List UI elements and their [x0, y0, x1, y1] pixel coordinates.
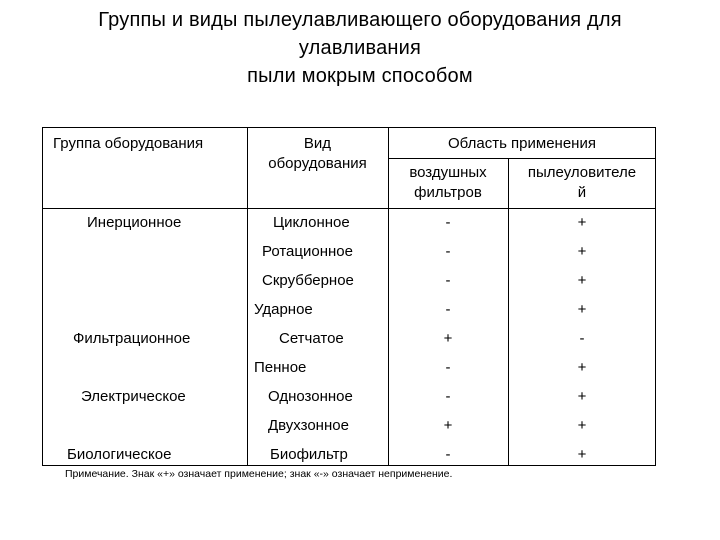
row-dust: + — [577, 417, 587, 434]
row-type: Циклонное — [273, 214, 350, 231]
row-type: Ударное — [254, 301, 313, 318]
row-dust: + — [577, 446, 587, 463]
row-dust: - — [579, 330, 585, 347]
row-dust: + — [577, 301, 587, 318]
row-type: Двухзонное — [268, 417, 349, 434]
page-title — [0, 6, 720, 90]
header-dust-line-2: й — [577, 184, 587, 201]
title-line-3: пыли мокрым способом — [247, 65, 473, 87]
row-air: - — [445, 359, 451, 376]
row-dust: + — [577, 388, 587, 405]
group-filtration: Фильтрационное — [73, 330, 191, 347]
equipment-table — [42, 127, 656, 466]
header-air-line-2: фильтров — [414, 184, 482, 201]
header-subdivider — [388, 158, 655, 159]
header-type-line-2: оборудования — [268, 155, 367, 172]
row-air: - — [445, 272, 451, 289]
group-inertial: Инерционное — [87, 214, 182, 231]
group-biological: Биологическое — [67, 446, 172, 463]
row-air: + — [443, 417, 453, 434]
row-air: - — [445, 301, 451, 318]
row-air: - — [445, 446, 451, 463]
row-dust: + — [577, 272, 587, 289]
header-group: Группа оборудования — [53, 135, 204, 152]
row-air: - — [445, 214, 451, 231]
header-area: Область применения — [448, 135, 596, 152]
row-dust: + — [577, 359, 587, 376]
row-type: Сетчатое — [279, 330, 344, 347]
header-dust-line-1: пылеуловителе — [527, 164, 637, 181]
row-type: Пенное — [254, 359, 307, 376]
title-line-1: Группы и виды пылеулавливающего оборудования для — [98, 9, 622, 31]
row-type: Скрубберное — [262, 272, 354, 289]
row-air: - — [445, 388, 451, 405]
header-bottom-line — [43, 208, 655, 209]
row-air: + — [443, 330, 453, 347]
row-air: - — [445, 243, 451, 260]
row-dust: + — [577, 243, 587, 260]
footnote: Примечание. Знак «+» означает применение; знак «-» означает неприменение. — [65, 468, 453, 480]
row-dust: + — [577, 214, 587, 231]
row-type: Однозонное — [268, 388, 353, 405]
group-electric: Электрическое — [81, 388, 186, 405]
header-type-line-1: Вид — [303, 135, 332, 152]
col-divider-1 — [247, 128, 248, 465]
row-type: Ротационное — [262, 243, 353, 260]
title-line-2: улавливания — [298, 37, 422, 59]
row-type: Биофильтр — [270, 446, 348, 463]
header-air-line-1: воздушных — [409, 164, 487, 181]
